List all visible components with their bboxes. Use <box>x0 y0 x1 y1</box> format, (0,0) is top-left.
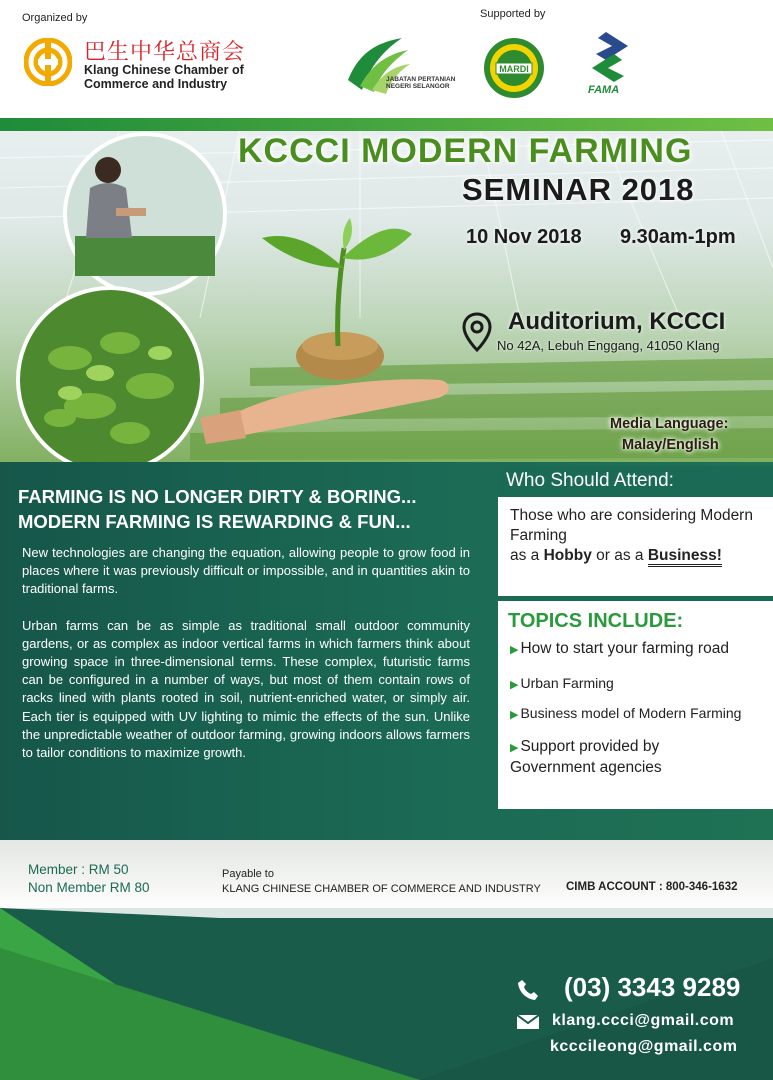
who-business: Business! <box>648 547 722 567</box>
payable-to-label: Payable to <box>222 868 274 880</box>
plants-photo-circle <box>18 288 202 470</box>
topic-label: How to start your farming road <box>520 640 729 657</box>
location-pin-icon <box>462 312 492 352</box>
media-language-value: Malay/English <box>622 437 719 453</box>
topic-label: Urban Farming <box>520 675 614 691</box>
hero-top-accent-bar <box>0 118 773 131</box>
triangle-bullet-icon: ▶ <box>510 679 519 691</box>
contact-email-1: klang.ccci@gmail.com <box>552 1012 735 1029</box>
topics-heading: TOPICS INCLUDE: <box>508 610 684 632</box>
triangle-bullet-icon: ▶ <box>510 742 519 754</box>
event-time: 9.30am-1pm <box>620 226 736 248</box>
organizer-chinese-name: 巴生中华总商会 <box>84 40 246 65</box>
description-text <box>22 544 470 780</box>
topic-item <box>510 673 614 695</box>
mardi-logo-icon <box>482 36 546 100</box>
attendance-panel <box>498 497 773 809</box>
panel-divider <box>498 596 773 601</box>
who-line-2 <box>510 546 768 566</box>
topic-label: Support provided by Government agencies <box>510 738 662 776</box>
event-subtitle: SEMINAR 2018 <box>462 172 695 207</box>
mail-icon <box>516 1014 540 1030</box>
venue-address: No 42A, Lebuh Enggang, 41050 Klang <box>497 338 720 353</box>
description-paragraph-1: New technologies are changing the equation, allowing people to grow food in places where it was previously difficult or impossible, and in quantities akin to traditional farms. <box>22 545 470 597</box>
topic-item <box>510 703 741 725</box>
headline-line-2: MODERN FARMING IS REWARDING & FUN... <box>18 511 411 532</box>
contact-phone: (03) 3343 9289 <box>564 972 741 1002</box>
contact-email-2: kcccileong@gmail.com <box>550 1038 738 1055</box>
supported-by-label: Supported by <box>480 8 546 20</box>
who-text-or-as-a: or as a <box>591 547 648 564</box>
event-date: 10 Nov 2018 <box>466 226 582 248</box>
fama-logo-text: FAMA <box>588 84 620 96</box>
topic-item <box>510 737 730 778</box>
topic-label: Business model of Modern Farming <box>520 705 742 721</box>
description-paragraph-2: Urban farms can be as simple as traditional small outdoor community gardens, or as complex as indoor vertical farms in which farmers think about growing space in three-dimensional terms. These complex, futuristic farms can be configured in a number of ways, but most of them contain rows of racks lined with plants rooted in soil, nutrient-enriched water, or simply air. Each tier is equipped with UV lighting to mimic the effects of the sun. Unlike the unpredictable weather of outdoor farming, growing indoors allows farmers to tailor conditions to maximize growth. <box>22 617 470 761</box>
non-member-fee: Non Member RM 80 <box>28 880 150 895</box>
organized-by-label: Organized by <box>22 12 88 24</box>
event-title: KCCCI MODERN FARMING <box>238 132 693 170</box>
bank-account: CIMB ACCOUNT : 800-346-1632 <box>566 881 738 893</box>
jabatan-logo-text: JABATAN PERTANIAN NEGERI SELANGOR <box>386 76 456 90</box>
phone-icon <box>516 978 540 1002</box>
who-should-attend-text <box>510 506 768 566</box>
who-should-attend-heading: Who Should Attend: <box>498 466 773 498</box>
who-text-as-a: as a <box>510 547 544 564</box>
mardi-logo-text: MARDI <box>499 64 529 74</box>
triangle-bullet-icon: ▶ <box>510 709 519 721</box>
sponsor-header <box>0 0 773 118</box>
member-fee: Member : RM 50 <box>28 862 129 877</box>
venue-name: Auditorium, KCCCI <box>508 308 726 335</box>
main-headline <box>18 484 498 534</box>
triangle-bullet-icon: ▶ <box>510 644 519 656</box>
organizer-english-name: Klang Chinese Chamber of Commerce and Industry <box>84 63 244 91</box>
topic-item <box>510 639 729 660</box>
who-hobby: Hobby <box>543 547 592 564</box>
worker-photo-circle <box>65 134 225 294</box>
kccci-logo-icon <box>24 38 72 86</box>
who-line-1: Those who are considering Modern Farming <box>510 507 753 544</box>
media-language-label: Media Language: <box>610 416 729 432</box>
payable-to-value: KLANG CHINESE CHAMBER OF COMMERCE AND INDUSTRY <box>222 883 541 895</box>
headline-line-1: FARMING IS NO LONGER DIRTY & BORING... <box>18 486 417 507</box>
